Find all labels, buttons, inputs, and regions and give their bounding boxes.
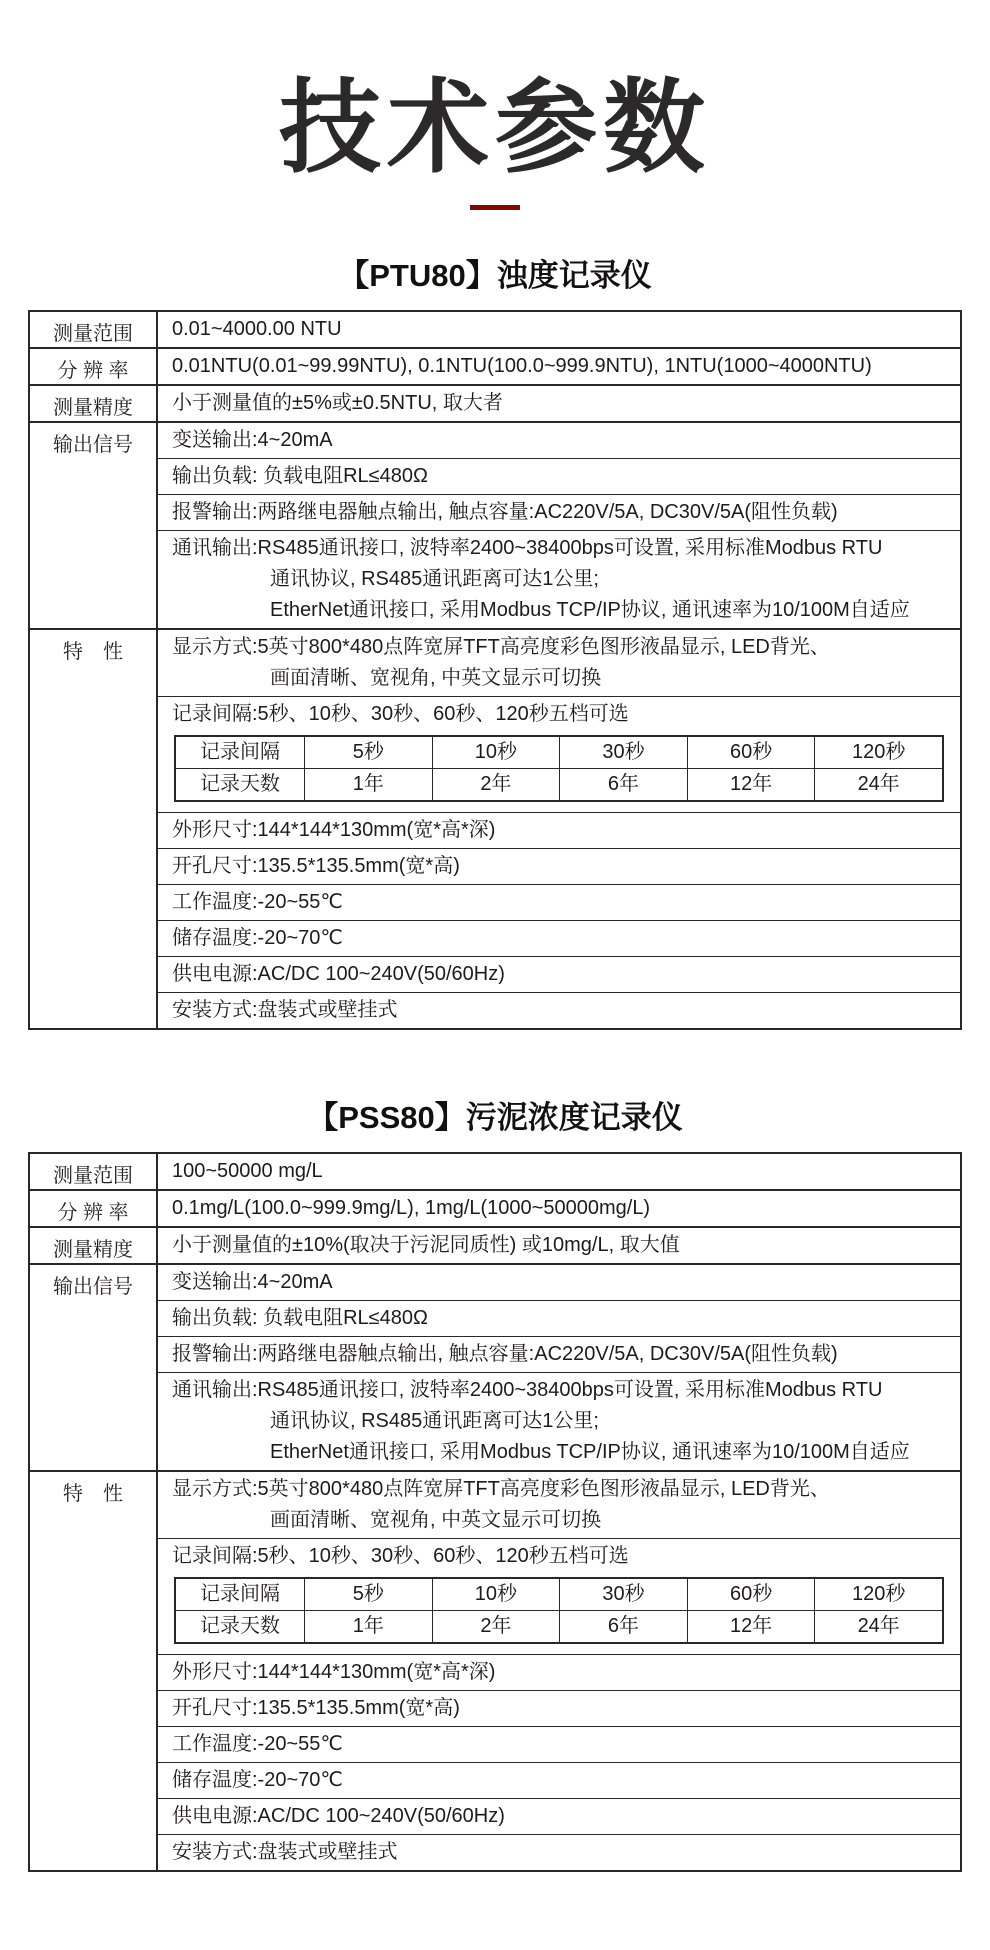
spec-text-line: 工作温度:-20~55℃ [172, 1733, 343, 1756]
page [0, 70, 990, 1950]
row-label: 分 辨 率 [30, 349, 158, 384]
record-table-cell: 5秒 [304, 1579, 432, 1610]
spec-value-cell [158, 386, 960, 421]
spec-value-cell [158, 1834, 960, 1870]
row-cells [158, 312, 960, 347]
table-row [30, 1189, 960, 1226]
spec-text-line: 工作温度:-20~55℃ [172, 891, 343, 914]
row-label: 测量精度 [30, 386, 158, 421]
row-label: 分 辨 率 [30, 1191, 158, 1226]
row-cells [158, 1191, 960, 1226]
record-interval-table [174, 735, 944, 802]
spec-text-line: 小于测量值的±5%或±0.5NTU, 取大者 [172, 392, 503, 415]
spec-value-cell [158, 812, 960, 848]
record-table-cell: 60秒 [687, 1579, 815, 1610]
spec-value-cell [158, 423, 960, 458]
record-table-cell: 24年 [814, 768, 942, 800]
spec-text-line: 储存温度:-20~70℃ [172, 927, 343, 950]
table-row [30, 628, 960, 1028]
spec-text-line: 报警输出:两路继电器触点输出, 触点容量:AC220V/5A, DC30V/5A(阻性负载) [172, 501, 838, 524]
spec-value-cell [158, 1300, 960, 1336]
spec-value-cell [158, 1265, 960, 1300]
spec-text-line: 通讯协议, RS485通讯距离可达1公里; [270, 568, 599, 591]
spec-value-cell [158, 1726, 960, 1762]
spec-table-pss80 [28, 1152, 962, 1872]
record-table-cell: 30秒 [559, 1579, 687, 1610]
row-label: 输出信号 [30, 423, 158, 628]
spec-section-pss80 [0, 1092, 990, 1872]
spec-text-line: 开孔尺寸:135.5*135.5mm(宽*高) [172, 1697, 460, 1720]
record-table-cell: 12年 [687, 768, 815, 800]
record-interval-table [174, 1577, 944, 1644]
spec-value-cell [158, 349, 960, 384]
spec-value-cell [158, 848, 960, 884]
spec-value-cell [158, 494, 960, 530]
spec-text-line: 供电电源:AC/DC 100~240V(50/60Hz) [172, 1805, 505, 1828]
spec-text-line: 供电电源:AC/DC 100~240V(50/60Hz) [172, 963, 505, 986]
spec-text-line: 安装方式:盘装式或壁挂式 [172, 1841, 398, 1864]
record-row-header-cell: 记录天数 [176, 768, 304, 800]
table-row [30, 1470, 960, 1870]
row-label: 特 性 [30, 1472, 158, 1870]
record-table-cell: 120秒 [814, 1579, 942, 1610]
spec-text-line: 报警输出:两路继电器触点输出, 触点容量:AC220V/5A, DC30V/5A(阻性负载) [172, 1343, 838, 1366]
spec-value-cell [158, 696, 960, 812]
spec-value-cell [158, 956, 960, 992]
record-table-cell: 6年 [559, 1610, 687, 1642]
title-underline-rule [470, 205, 520, 210]
row-label: 测量范围 [30, 1154, 158, 1189]
spec-text-line: 开孔尺寸:135.5*135.5mm(宽*高) [172, 855, 460, 878]
spec-text-line: 显示方式:5英寸800*480点阵宽屏TFT高亮度彩色图形液晶显示, LED背光、 [172, 1478, 830, 1501]
spec-text-line: 0.01NTU(0.01~99.99NTU), 0.1NTU(100.0~999.9NTU), 1NTU(1000~4000NTU) [172, 355, 872, 378]
record-table-cell: 10秒 [432, 737, 560, 768]
record-table-cell: 60秒 [687, 737, 815, 768]
spec-value-cell [158, 312, 960, 347]
spec-text-line: 变送输出:4~20mA [172, 1271, 333, 1294]
spec-text-line: 外形尺寸:144*144*130mm(宽*高*深) [172, 1661, 496, 1684]
spec-text-line: EtherNet通讯接口, 采用Modbus TCP/IP协议, 通讯速率为10/100M自适应 [270, 599, 910, 622]
spec-text-line: 通讯输出:RS485通讯接口, 波特率2400~38400bps可设置, 采用标准Modbus RTU [172, 1379, 883, 1402]
spec-value-cell [158, 1762, 960, 1798]
row-cells [158, 1228, 960, 1263]
spec-text-line: 通讯输出:RS485通讯接口, 波特率2400~38400bps可设置, 采用标准Modbus RTU [172, 537, 883, 560]
record-row-header-cell: 记录间隔 [200, 741, 280, 764]
spec-value-cell [158, 1336, 960, 1372]
row-cells [158, 1154, 960, 1189]
spec-text-line: 外形尺寸:144*144*130mm(宽*高*深) [172, 819, 496, 842]
spec-text-line: 画面清晰、宽视角, 中英文显示可切换 [270, 1509, 602, 1532]
table-row [30, 1154, 960, 1189]
row-cells [158, 1265, 960, 1470]
spec-value-cell [158, 530, 960, 628]
record-table-cell: 2年 [432, 1610, 560, 1642]
spec-text-line: 100~50000 mg/L [172, 1160, 323, 1183]
row-label: 测量范围 [30, 312, 158, 347]
row-label: 特 性 [30, 630, 158, 1028]
spec-value-cell [158, 630, 960, 696]
spec-value-cell [158, 1154, 960, 1189]
table-row [30, 1226, 960, 1263]
record-row-header-cell: 记录天数 [176, 1610, 304, 1642]
spec-heading-ptu80: 【PTU80】浊度记录仪 [338, 258, 652, 294]
spec-value-cell [158, 1228, 960, 1263]
spec-value-cell [158, 920, 960, 956]
record-table-cell: 24年 [814, 1610, 942, 1642]
record-table-cell: 6年 [559, 768, 687, 800]
table-row [30, 347, 960, 384]
row-cells [158, 349, 960, 384]
spec-value-cell [158, 1690, 960, 1726]
spec-text-line: 通讯协议, RS485通讯距离可达1公里; [270, 1410, 599, 1433]
spec-text-line: EtherNet通讯接口, 采用Modbus TCP/IP协议, 通讯速率为10/100M自适应 [270, 1441, 910, 1464]
record-table-cell: 1年 [304, 1610, 432, 1642]
spec-text-line: 0.1mg/L(100.0~999.9mg/L), 1mg/L(1000~50000mg/L) [172, 1197, 651, 1220]
record-table-cell: 12年 [687, 1610, 815, 1642]
spec-text-line: 输出负载: 负载电阻RL≤480Ω [172, 465, 428, 488]
row-cells [158, 423, 960, 628]
row-cells [158, 386, 960, 421]
table-row [30, 421, 960, 628]
record-table-cell: 10秒 [432, 1579, 560, 1610]
spec-text-line: 记录间隔:5秒、10秒、30秒、60秒、120秒五档可选 [172, 1545, 629, 1568]
spec-text-line: 输出负载: 负载电阻RL≤480Ω [172, 1307, 428, 1330]
row-label: 输出信号 [30, 1265, 158, 1470]
spec-value-cell [158, 458, 960, 494]
spec-value-cell [158, 1472, 960, 1538]
spec-value-cell [158, 1798, 960, 1834]
spec-text-line: 记录间隔:5秒、10秒、30秒、60秒、120秒五档可选 [172, 703, 629, 726]
spec-value-cell [158, 884, 960, 920]
table-row [30, 312, 960, 347]
row-cells [158, 630, 960, 1028]
record-table-cell: 5秒 [304, 737, 432, 768]
record-table-cell: 2年 [432, 768, 560, 800]
spec-text-line: 小于测量值的±10%(取决于污泥同质性) 或10mg/L, 取大值 [172, 1234, 680, 1257]
spec-table-ptu80 [28, 310, 962, 1030]
spec-value-cell [158, 992, 960, 1028]
row-cells [158, 1472, 960, 1870]
spec-heading-pss80: 【PSS80】污泥浓度记录仪 [307, 1100, 683, 1136]
spec-value-cell [158, 1654, 960, 1690]
row-label: 测量精度 [30, 1228, 158, 1263]
spec-text-line: 储存温度:-20~70℃ [172, 1769, 343, 1792]
spec-section-ptu80 [0, 250, 990, 1030]
spec-text-line: 显示方式:5英寸800*480点阵宽屏TFT高亮度彩色图形液晶显示, LED背光、 [172, 636, 830, 659]
spec-value-cell [158, 1372, 960, 1470]
record-table-cell: 30秒 [559, 737, 687, 768]
record-table-cell: 120秒 [814, 737, 942, 768]
record-table-cell: 1年 [304, 768, 432, 800]
record-row-header-cell: 记录间隔 [200, 1583, 280, 1606]
spec-text-line: 变送输出:4~20mA [172, 429, 333, 452]
spec-text-line: 安装方式:盘装式或壁挂式 [172, 999, 398, 1022]
spec-text-line: 画面清晰、宽视角, 中英文显示可切换 [270, 667, 602, 690]
spec-value-cell [158, 1538, 960, 1654]
spec-text-line: 0.01~4000.00 NTU [172, 318, 342, 341]
table-row [30, 1263, 960, 1470]
table-row [30, 384, 960, 421]
spec-value-cell [158, 1191, 960, 1226]
page-title: 技术参数 [279, 71, 711, 185]
